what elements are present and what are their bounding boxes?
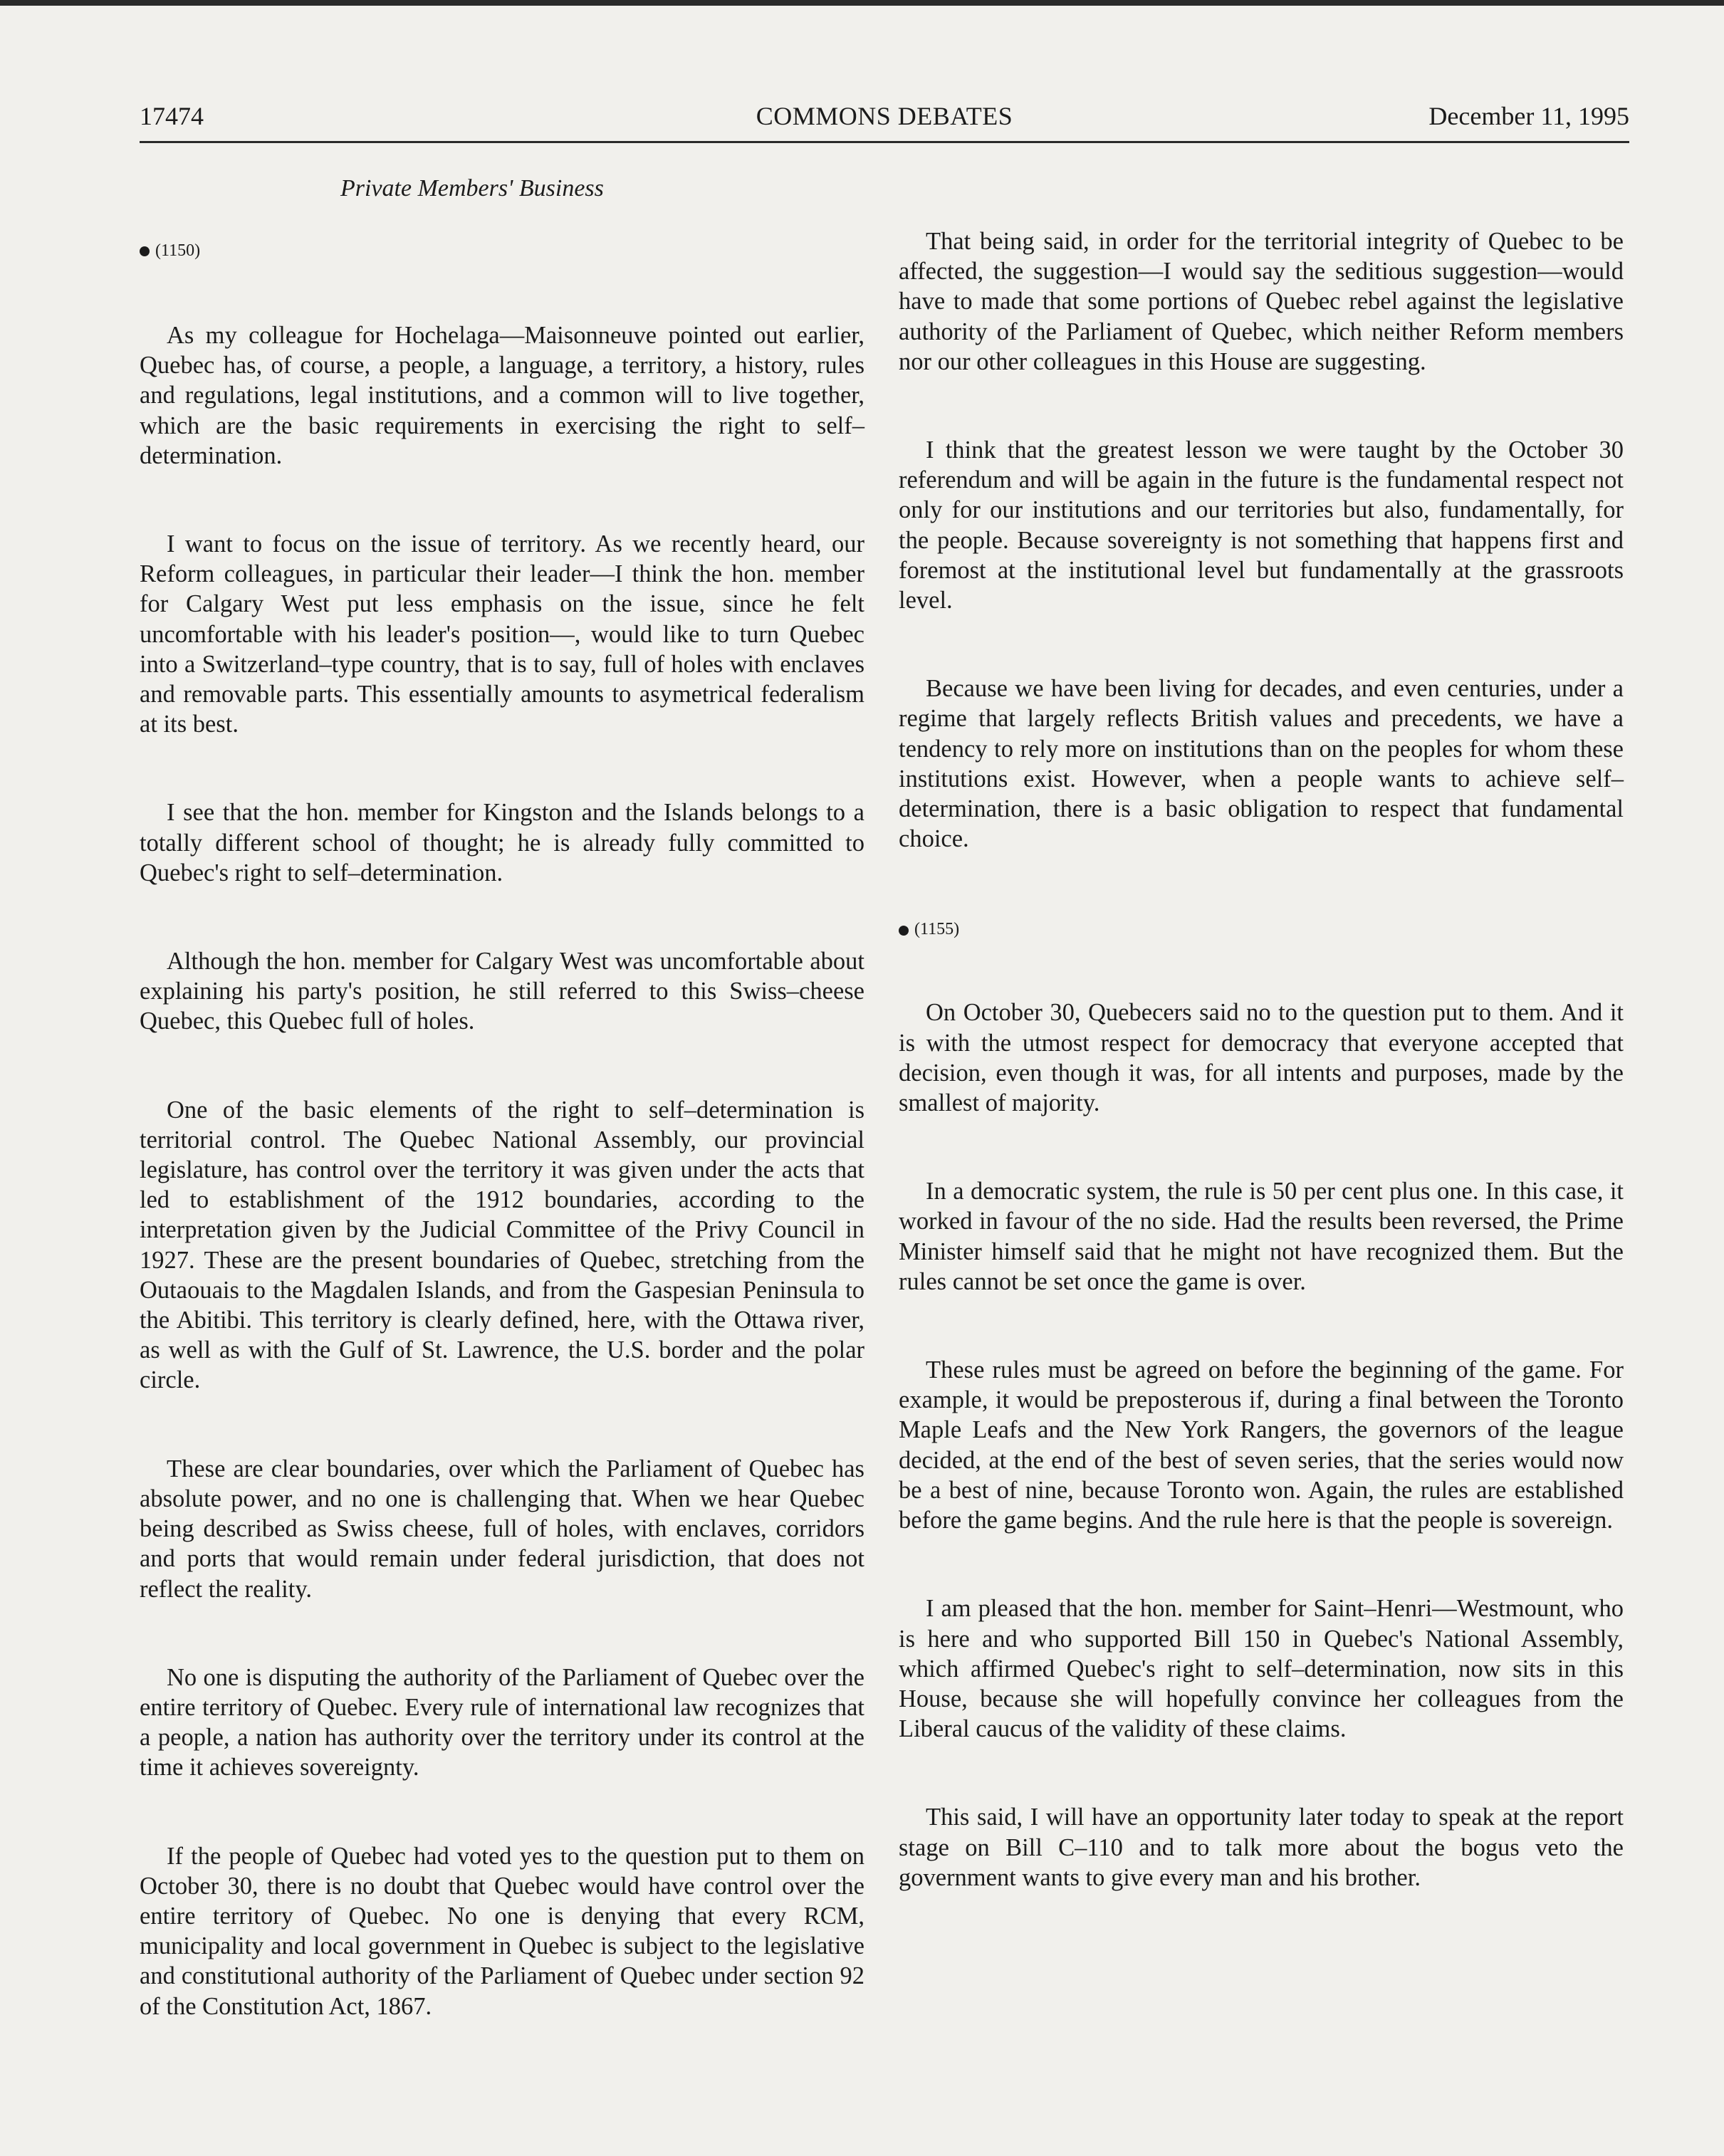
- section-title: Private Members' Business: [340, 175, 604, 202]
- page-number: 17474: [140, 102, 204, 130]
- paragraph: I am pleased that the hon. member for Saint–Henri—Westmount, who is here and who supported Bill 150 in Quebec's National Assembly, which affirmed Quebec's right to self–determination, now sits in this House, because she will hopefully convince her colleagues from the Liberal caucus of the validity of these claims.: [899, 1595, 1624, 1743]
- paragraph: Although the hon. member for Calgary West was uncomfortable about explaining his party's position, he still referred to this Swiss–cheese Quebec, this Quebec full of holes.: [140, 948, 864, 1035]
- paragraph: This said, I will have an opportunity later today to speak at the report stage on Bill C–110 and to talk more about the bogus veto the government wants to give every man and his brother.: [899, 1804, 1624, 1891]
- header-date: December 11, 1995: [1428, 102, 1629, 130]
- page-header: [140, 101, 1629, 141]
- header-rule: [140, 141, 1629, 143]
- paragraph: If the people of Quebec had voted yes to the question put to them on October 30, there is no doubt that Quebec would have control over the entire territory of Quebec. No one is denying that every RCM, municipality and local government in Quebec is subject to the legislative and constitutional authority of the Parliament of Quebec under section 92 of the Constitution Act, 1867.: [140, 1842, 864, 2020]
- paragraph: On October 30, Quebecers said no to the question put to them. And it is with the utmost respect for democracy that everyone accepted that decision, even though it was, for all intents and purposes, made by the smallest of majority.: [899, 999, 1624, 1117]
- paragraph: As my colleague for Hochelaga—Maisonneuve pointed out earlier, Quebec has, of course, a people, a language, a territory, a history, rules and regulations, legal institutions, and a common will to live together, which are the basic requirements in exercising the right to self–determination.: [140, 322, 864, 469]
- paragraph: One of the basic elements of the right to self–determination is territorial control. The Quebec National Assembly, our provincial legislature, has control over the territory it was given under the acts that led to establishment of the 1912 boundaries, according to the interpretation given by the Judicial Committee of the Privy Council in 1927. These are the present boundaries of Quebec, stretching from the Outaouais to the Magdalen Islands, and from the Gaspesian Peninsula to the Abitibi. This territory is clearly defined, here, with the Ottawa river, as well as with the Gulf of St. Lawrence, the U.S. border and the polar circle.: [140, 1096, 864, 1394]
- paragraph: These are clear boundaries, over which the Parliament of Quebec has absolute power, and no one is challenging that. When we hear Quebec being described as Swiss cheese, full of holes, with enclaves, corridors and ports that would remain under federal jurisdiction, that does not reflect the reality.: [140, 1455, 864, 1603]
- time-marker-label: (1155): [914, 920, 960, 939]
- paragraph: No one is disputing the authority of the Parliament of Quebec over the entire territory of Quebec. Every rule of international law recognizes that a people, a nation has authority over the territory under its control at the time it achieves sovereignty.: [140, 1663, 864, 1781]
- paragraph: In a democratic system, the rule is 50 per cent plus one. In this case, it worked in favour of the no side. Had the results been reversed, the Prime Minister himself said that he might not have recognized them. But the rules cannot be set once the game is over.: [899, 1178, 1624, 1295]
- right-column: [899, 171, 1624, 1893]
- scan-edge: [0, 0, 1724, 6]
- publication-title: COMMONS DEBATES: [756, 102, 1013, 130]
- paragraph: I see that the hon. member for Kingston and the Islands belongs to a totally different school of thought; he is already fully committed to Quebec's right to self–determination.: [140, 799, 864, 886]
- paragraph: I think that the greatest lesson we were taught by the October 30 referendum and will be again in the future is the fundamental respect not only for our institutions and our territories but also, fundamentally, for the people. Because sovereignty is not something that happens first and foremost at the institutional level but fundamentally at the grassroots level.: [899, 436, 1624, 614]
- bullet-icon: [140, 246, 150, 256]
- paragraph: Because we have been living for decades, and even centuries, under a regime that largely reflects British values and precedents, we have a tendency to rely more on institutions than on the peoples for whom these institutions exist. However, when a people wants to achieve self–determination, there is a basic obligation to respect that fundamental choice.: [899, 675, 1624, 853]
- time-marker: [899, 915, 1624, 943]
- time-marker: [140, 236, 864, 265]
- paragraph: I want to focus on the issue of territory. As we recently heard, our Reform colleagues, in particular their leader—I think the hon. member for Calgary West put less emphasis on the issue, since he felt uncomfortable with his leader's position—, would like to turn Quebec into a Switzerland–type country, that is to say, full of holes with enclaves and removable parts. This essentially amounts to asymetrical federalism at its best.: [140, 530, 864, 738]
- bullet-icon: [899, 926, 909, 936]
- paragraph: That being said, in order for the territorial integrity of Quebec to be affected, the suggestion—I would say the seditious suggestion—would have to made that some portions of Quebec rebel against the legislative authority of the Parliament of Quebec, which neither Reform members nor our other colleagues in this House are suggesting.: [899, 228, 1624, 375]
- time-marker-label: (1150): [155, 241, 201, 260]
- left-column: [140, 171, 864, 2021]
- paragraph: These rules must be agreed on before the beginning of the game. For example, it would be preposterous if, during a final between the Toronto Maple Leafs and the New York Rangers, the governors of the league decided, at the end of the best of seven series, that the series would now be a best of nine, because Toronto won. Again, the rules are established before the game begins. And the rule here is that the people is sovereign.: [899, 1356, 1624, 1534]
